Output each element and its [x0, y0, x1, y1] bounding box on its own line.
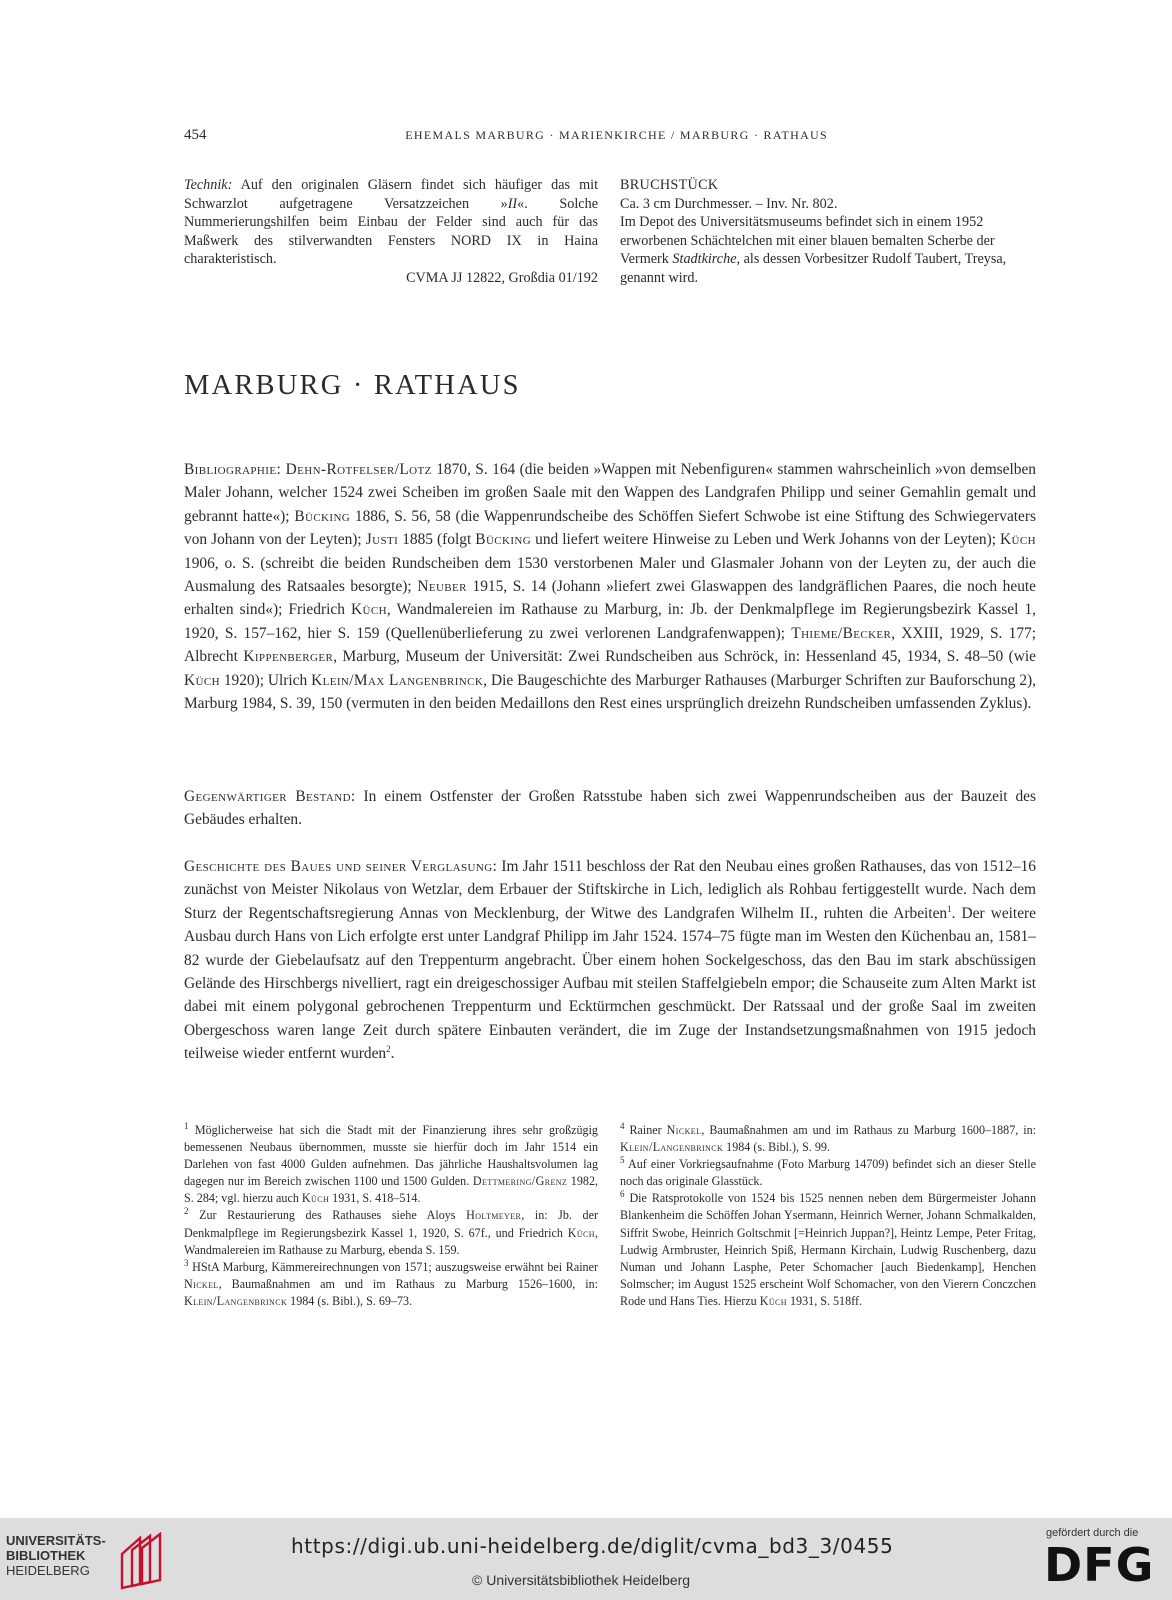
page-number: 454 — [184, 127, 207, 143]
footnote-4: $^4$ Rainer Nickel, Baumaßnahmen am und im Rathaus zu Marburg 1600–1887, in: Klein/Langenbrinck 1984 (s. Bibl.), S. 99. — [620, 1120, 1036, 1155]
footnote-6: $^6$ Die Ratsprotokolle von 1524 bis 1525 nennen neben dem Bürgermeister Johann Blankenheim die Schöffen Johan Ysermann, Heinrich Werner, Johann Schmalkalden, Siffrit Swobe, Heinrich Goltschmit [=Heinrich Juppan?], Heintz Lempe, Peter Fritag, Ludwig Armbruster, Heinrich Spiß, Hermann Kirchain, Ludwig Ruschenberg, dazu Numan und Johann Lasphe, Peter Schomacher [auch Biedenkamp], Henchen Solmscher; im August 1525 erscheint Wolf Schomacher, von den Vierern Conczchen Rode und Hans Ties. Hierzu Küch 1931, S. 518ff. — [620, 1189, 1036, 1308]
section-title: MARBURG · RATHAUS — [184, 370, 521, 401]
footnote-ref-2[interactable]: 2 — [386, 1044, 391, 1055]
running-header — [184, 127, 828, 147]
ub-heidelberg-logo[interactable]: UNIVERSITÄTS- BIBLIOTHEK HEIDELBERG — [6, 1527, 166, 1593]
footnote-1: $^1$ Möglicherweise hat sich die Stadt mit der Finanzierung ihres sehr großzügig bemessenen Neubaus übernommen, musste sie hierfür doch im Jahr 1514 ein Darlehen von fast 4000 Gulden aufnehmen. Das jährliche Haushaltsvolumen lag dagegen nur im Bereich zwischen 1100 und 1500 Gulden. Dettmering/Grenz 1982, S. 284; vgl. hierzu auch Küch 1931, S. 418–514. — [184, 1120, 599, 1206]
technik-label: Technik: — [184, 177, 233, 193]
bestand-label: Gegenwärtiger Bestand: — [184, 788, 356, 805]
footnotes-left — [184, 1122, 598, 1310]
bestand-paragraph: Gegenwärtiger Bestand: In einem Ostfenster der Großen Ratsstube haben sich zwei Wappenrundscheiben aus der Bauzeit des Gebäudes erhalten. — [184, 788, 1036, 829]
dfg-logo-text: DFG — [1044, 1541, 1155, 1585]
dfg-logo[interactable] — [1044, 1541, 1156, 1585]
bruchstueck-heading: BRUCHSTÜCK — [620, 177, 719, 193]
photo-credit: CVMA JJ 12822, Großdia 01/192 — [406, 269, 598, 286]
footer-bar — [0, 1518, 1172, 1600]
bruchstueck-text: Im Depot des Universitätsmuseums befindet sich in einem 1952 erworbenen Schächtelchen mit einer blauen bemalten Scherbe der Vermerk Stadtkirche, als dessen Vorbesitzer Rudolf Taubert, Treysa, genannt wird. — [620, 214, 1007, 286]
footnote-5: $^5$ Auf einer Vorkriegsaufnahme (Foto Marburg 14709) befindet sich an dieser Stelle noch das originale Glasstück. — [620, 1155, 1036, 1189]
geschichte-paragraph: Geschichte des Baues und seiner Verglasung: Im Jahr 1511 beschloss der Rat den Neubau eines großen Rathauses, das von 1512–16 zunächst von Meister Nikolaus von Wetzlar, dem Erbauer der Stiftskirche in Lich, lediglich als Rohbau fertiggestellt wurde. Nach dem Sturz der Regentschaftsregierung Annas von Mecklenburg, der Witwe des Landgrafen Wilhelm II., ruhten die Arbeiten$^1$. Der weitere Ausbau durch Hans von Lich erfolgte erst unter Landgraf Philipp im Jahr 1524. 1574–75 fügte man im Westen den Küchenbau an, 1581–82 wurde der Giebelaufsatz auf den Treppenturm angebracht. Über einem hohen Sockelgeschoss, das den Bau im stark abschüssigen Gelände des Hirschbergs nivelliert, ragt ein dreigeschossiger Aufbau mit steilen Staffelgiebeln empor; die Schauseite zum Alten Markt ist dabei mit einem polygonal gebrochenen Treppenturm und Ecktürmchen geschmückt. Der Ratssaal und der große Saal im zweiten Obergeschoss waren lange Zeit durch spätere Einbauten verändert, die im Zuge der Instandsetzungsmaßnahmen von 1915 jedoch teilweise wieder entfernt wurden$^2$. — [184, 858, 1036, 1063]
permalink-url[interactable]: https://digi.ub.uni-heidelberg.de/diglit/cvma_bd3_3/0455 — [291, 1534, 894, 1558]
footnote-3: $^3$ HStA Marburg, Kämmereirechnungen von 1571; auszugsweise erwähnt bei Rainer Nickel, Baumaßnahmen am und im Rathaus zu Marburg 1526–1600, in: Klein/Langenbrinck 1984 (s. Bibl.), S. 69–73. — [184, 1257, 598, 1308]
copyright-notice: © Universitätsbibliothek Heidelberg — [472, 1572, 691, 1588]
technik-text: Technik: Auf den originalen Gläsern findet sich häufiger das mit Schwarzlot aufgetragene Versatzzeichen »II«. Solche Nummerierungshilfen beim Einbau der Felder sind auch für das Maßwerk des stilverwandten Fensters NORD IX in Haina charakteristisch. — [184, 177, 599, 268]
footnote-ref-1[interactable]: 1 — [947, 903, 952, 914]
bruchstueck-dimensions: Ca. 3 cm Durchmesser. – Inv. Nr. 802. — [620, 195, 838, 212]
footnotes-right — [620, 1122, 1036, 1310]
bibliography-paragraph: Bibliographie: Dehn-Rotfelser/Lotz 1870, S. 164 (die beiden »Wappen mit Nebenfiguren« stammen wahrscheinlich »von demselben Maler Johann, welcher 1524 zwei Scheiben im großen Saale mit den Wappen des Landgrafen Philipp und seiner Gemahlin gemalt und gebrannt hatte«); Bücking 1886, S. 56, 58 (die Wappenrundscheibe des Schöffen Siefert Schwobe ist eine Stiftung des Schwiegervaters von Johann von der Leyten); Justi 1885 (folgt Bücking und liefert weitere Hinweise zu Leben und Werk Johanns von der Leyten); Küch 1906, o. S. (schreibt die beiden Rundscheiben dem 1530 verstorbenen Maler und Glasmaler Johann von der Leyten zu, der auch die Ausmalung des Ratsaales besorgte); Neuber 1915, S. 14 (Johann »liefert zwei Glaswappen des landgräflichen Paares, die noch heute erhalten sind«); Friedrich Küch, Wandmalereien im Rathause zu Marburg, in: Jb. der Denkmalpflege im Regierungsbezirk Kassel 1, 1920, S. 157–162, hier S. 159 (Quellenüberlieferung zu zwei verlorenen Landgrafenwappen); Thieme/Becker, XXIII, 1929, S. 177; Albrecht Kippenberger, Marburg, Museum der Universität: Zwei Rundscheiben aus Schröck, in: Hessenland 45, 1934, S. 48–50 (wie Küch 1920); Ulrich Klein/Max Langenbrinck, Die Baugeschichte des Marburger Rathauses (Marburger Schriften zur Bauforschung 2), Marburg 1984, S. 39, 150 (vermuten in den beiden Medaillons den Rest eines ursprünglich dreizehn Rundscheiben umfassenden Zyklus). — [184, 461, 1037, 713]
books-icon — [118, 1532, 166, 1592]
bruchstueck-entry — [620, 176, 1036, 288]
footnote-2: $^2$ Zur Restaurierung des Rathauses siehe Aloys Holtmeyer, in: Jb. der Denkmalpflege im Regierungsbezirk Kassel 1, 1920, S. 67f., und Friedrich Küch, Wandmalereien im Rathause zu Marburg, ebenda S. 159. — [184, 1206, 598, 1257]
dfg-block — [1044, 1527, 1164, 1590]
funded-by-note: gefördert durch die — [1046, 1527, 1139, 1539]
geschichte-label: Geschichte des Baues und seiner Verglasung: — [184, 858, 498, 875]
technik-paragraph — [184, 176, 598, 288]
bibliography-label: Bibliographie: — [184, 461, 282, 478]
running-title: EHEMALS MARBURG · MARIENKIRCHE / MARBURG · RATHAUS — [405, 128, 828, 142]
